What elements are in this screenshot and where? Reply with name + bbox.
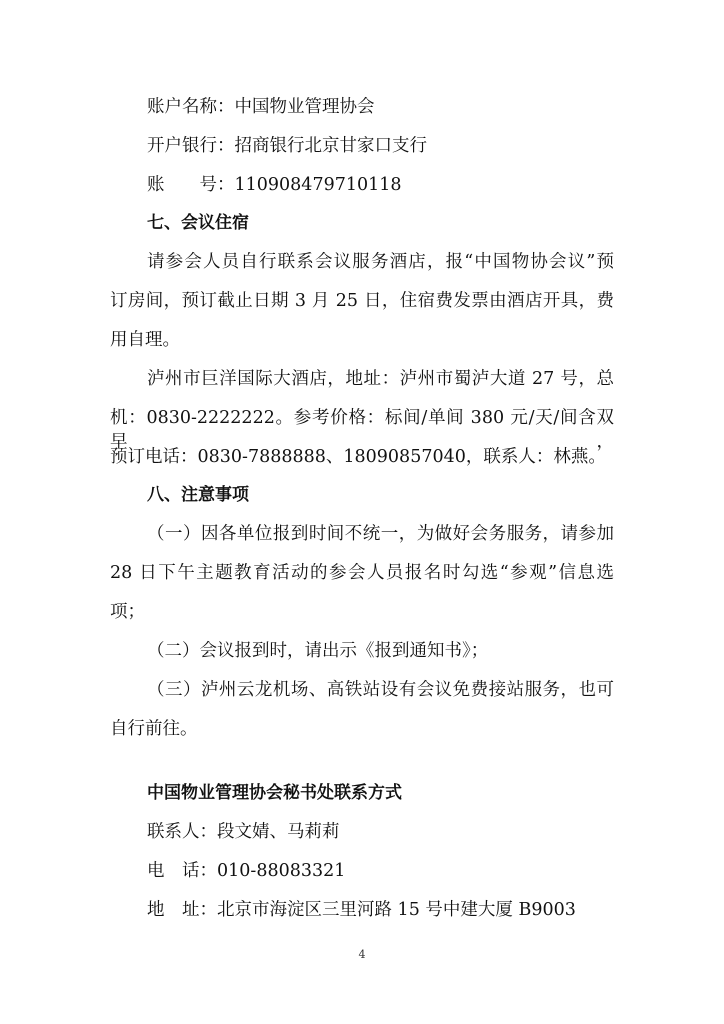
account-name: 账户名称：中国物业管理协会 (147, 97, 375, 117)
contact-phone: 电 话：010-88083321 (147, 861, 346, 881)
section8-item3-line1: （三）泸州云龙机场、高铁站设有会议免费接站服务，也可 (147, 680, 614, 700)
section8-heading: 八、注意事项 (147, 485, 249, 505)
contact-person: 联系人：段文婧、马莉莉 (147, 822, 340, 842)
section8-item1-line1: （一）因各单位报到时间不统一，为做好会务服务，请参加 (147, 524, 614, 544)
contact-address: 地 址：北京市海淀区三里河路 15 号中建大厦 B9003 (147, 900, 576, 920)
section7-para1-line2: 订房间，预订截止日期 3 月 25 日，住宿费发票由酒店开具，费 (110, 291, 614, 311)
section7-heading: 七、会议住宿 (147, 213, 249, 233)
section7-para2-line2: 机：0830-2222222。参考价格：标间/单间 380 元/天/间含双早， (110, 408, 614, 452)
section7-para2-line3: 预订电话：0830-7888888、18090857040，联系人：林燕。 (110, 447, 606, 467)
account-number-value: 110908479710118 (234, 175, 402, 195)
section7-para2-line1: 泸州市巨洋国际大酒店，地址：泸州市蜀泸大道 27 号，总 (147, 369, 614, 389)
bank-name: 开户银行：招商银行北京甘家口支行 (147, 136, 427, 156)
section8-item1-line3: 项； (110, 602, 145, 622)
contact-heading: 中国物业管理协会秘书处联系方式 (147, 783, 402, 803)
account-number-label: 账 号： (147, 175, 235, 195)
page-number: 4 (358, 948, 366, 961)
section8-item3-line2: 自行前往。 (110, 719, 198, 739)
section7-para1-line3: 用自理。 (110, 330, 180, 350)
section7-para1-line1: 请参会人员自行联系会议服务酒店，报“中国物协会议”预 (147, 252, 614, 272)
section8-item1-line2: 28 日下午主题教育活动的参会人员报名时勾选“参观”信息选 (110, 563, 614, 583)
section8-item2: （二）会议报到时，请出示《报到通知书》； (147, 641, 489, 661)
account-number (147, 173, 402, 197)
